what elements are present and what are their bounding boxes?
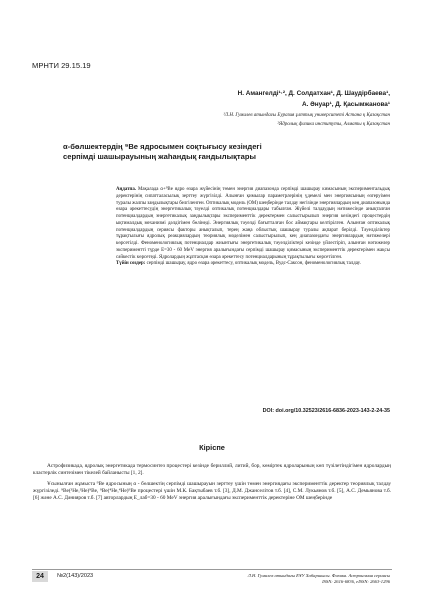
title-line: α-бөлшектердің ⁹Be ядросымен соқтығысу кезіндегі (63, 142, 262, 151)
doi-link[interactable]: DOI: doi.org/10.32523/2616-6836-2023-143-2-24-35 (262, 408, 390, 414)
journal-issn: ISSN: 2616-6836, eISSN: 2663-1296 (322, 579, 390, 585)
article-title (63, 142, 363, 162)
journal-info (160, 573, 390, 585)
abstract-text: Мақалада α+⁹Be ядро өзара жүйесінің төмен энергия диапазонда серпімді шашырау кимасының экспериментальдық деректерінің сипатталасылық зерттеу жүргізілді. Алынған қимылар параметрлерінің үдемелі мен энергиясының өзгеруімен туралы жалпы заңдылықтары белгіленген. Оптикалық модель (ОМ) шеңберінде талдау негізінде энергиялардың кең диапазонында өзара әрекеттесудің энергетикалық тәуелді оптикалық потенциалдары табылған. Жүйелі талдаудың нәтижесінде анықталған потенциалдардың энергетикалық заңдылықтары эксперименттік деректермен салыстырылып энергия кезіндегі процестердің ықтималдық механизмі дәлдігімен бөлінеді. Энергиялық тәуелді бағытталған бос аймақтары келтірілген. Алынған оптикалық потенциалдардың сериясы факторы анықталып, терең жаңа облыстық шашырау туралы ақпарат берілді. Тәуелділіктер тұрақтылығы ядролық реакциялардың теориялық моделімен салыстырылып, кең диапазондағы энергиялардың нәтижелері көрсетілді. Феноменологиялық потенциалдар жиынтығы энергетикалық тәуелділіктері кезінде үйлестіріп, алынған нәтижелер экспериментті түрде Е=30 - 60 MeV энергия аралығындағы серпімді шашырау қимасының эксперименттік деректерімен жақсы сәйкестік көрсетеді. Ядролардың жұптасқан өзара әрекеттесу потенциалдарының тұрақтылығы көрсетілген. (116, 187, 390, 260)
paragraph: Астрофизикада, ядролық энергетикада термосинтез процестері кезінде бериллий, литий, бор, көміртек ядроларының көп түзілетіндігімен ядролардың кластерлік синтезімен тікелей байланысты [1, 2]. (33, 463, 391, 477)
keywords-label: Түйін сөздер: (116, 261, 146, 267)
keywords-row (116, 261, 390, 268)
abstract-body (116, 187, 390, 261)
footer-divider (32, 569, 392, 570)
keywords-text: серпімді шашырау, ядро өзара әрекеттесу, оптикалық модель, Вудс-Саксон, феноменологиялық талдау. (146, 261, 361, 267)
author-line: Н. Амангелді¹·², Д. Солдатхан¹, Д. Шаудірбаева¹, (237, 90, 390, 97)
title-line: серпімді шашырауының жаһандық ғандылықтары (63, 152, 256, 161)
issue-number: №2(143)/2023 (57, 573, 94, 579)
affiliation-line: ²Ядролық физика институты, Алматы қ Қазақстан (277, 121, 390, 127)
page-number: 24 (32, 571, 48, 582)
journal-name: Л.Н. Гумилев атындағы ЕҰУ Хабаршысы. Физика. Астрономия сериясы (247, 573, 390, 578)
section-heading: Кіріспе (199, 443, 225, 452)
author-list (90, 88, 390, 110)
abstract-block (116, 187, 390, 268)
paragraph: Ұсынылған жұмыста ⁹Be ядросының α - бөлшектің серпімді шашырауын зерттеу үшін төмен энергиядағы эксперименттік деректер теориялық талдау жүргізіледі. ⁹Be(³He,³He)⁹Be, ⁹Be(⁴He,⁴He)⁹Be процестері үшін М.К. Бақтыбаев т.б. [3], Д.М. Джанселітов т.б. [4], С.М. Лукьянов т.б. [5], А.С. Демьянова т.б. [6] және А.С. Дәнияров т.б. [7] авторлардың Е_лаб=30 - 60 МeV энергия аралығындағы эксперименттік деректеріне ОМ шеңберінде (33, 481, 391, 502)
affiliations (70, 112, 390, 129)
body-text (33, 463, 391, 506)
mrnti-code: МРНТИ 29.15.19 (32, 61, 91, 70)
affiliation-line: ¹Л.Н. Гумилев атындағы Еуразия ұлттық университеті Астана қ Қазақстан (223, 113, 390, 118)
abstract-label: Аңдатпа. (116, 187, 137, 192)
author-line: А. Әнуар¹, Д. Қасымжанова¹ (301, 101, 390, 108)
